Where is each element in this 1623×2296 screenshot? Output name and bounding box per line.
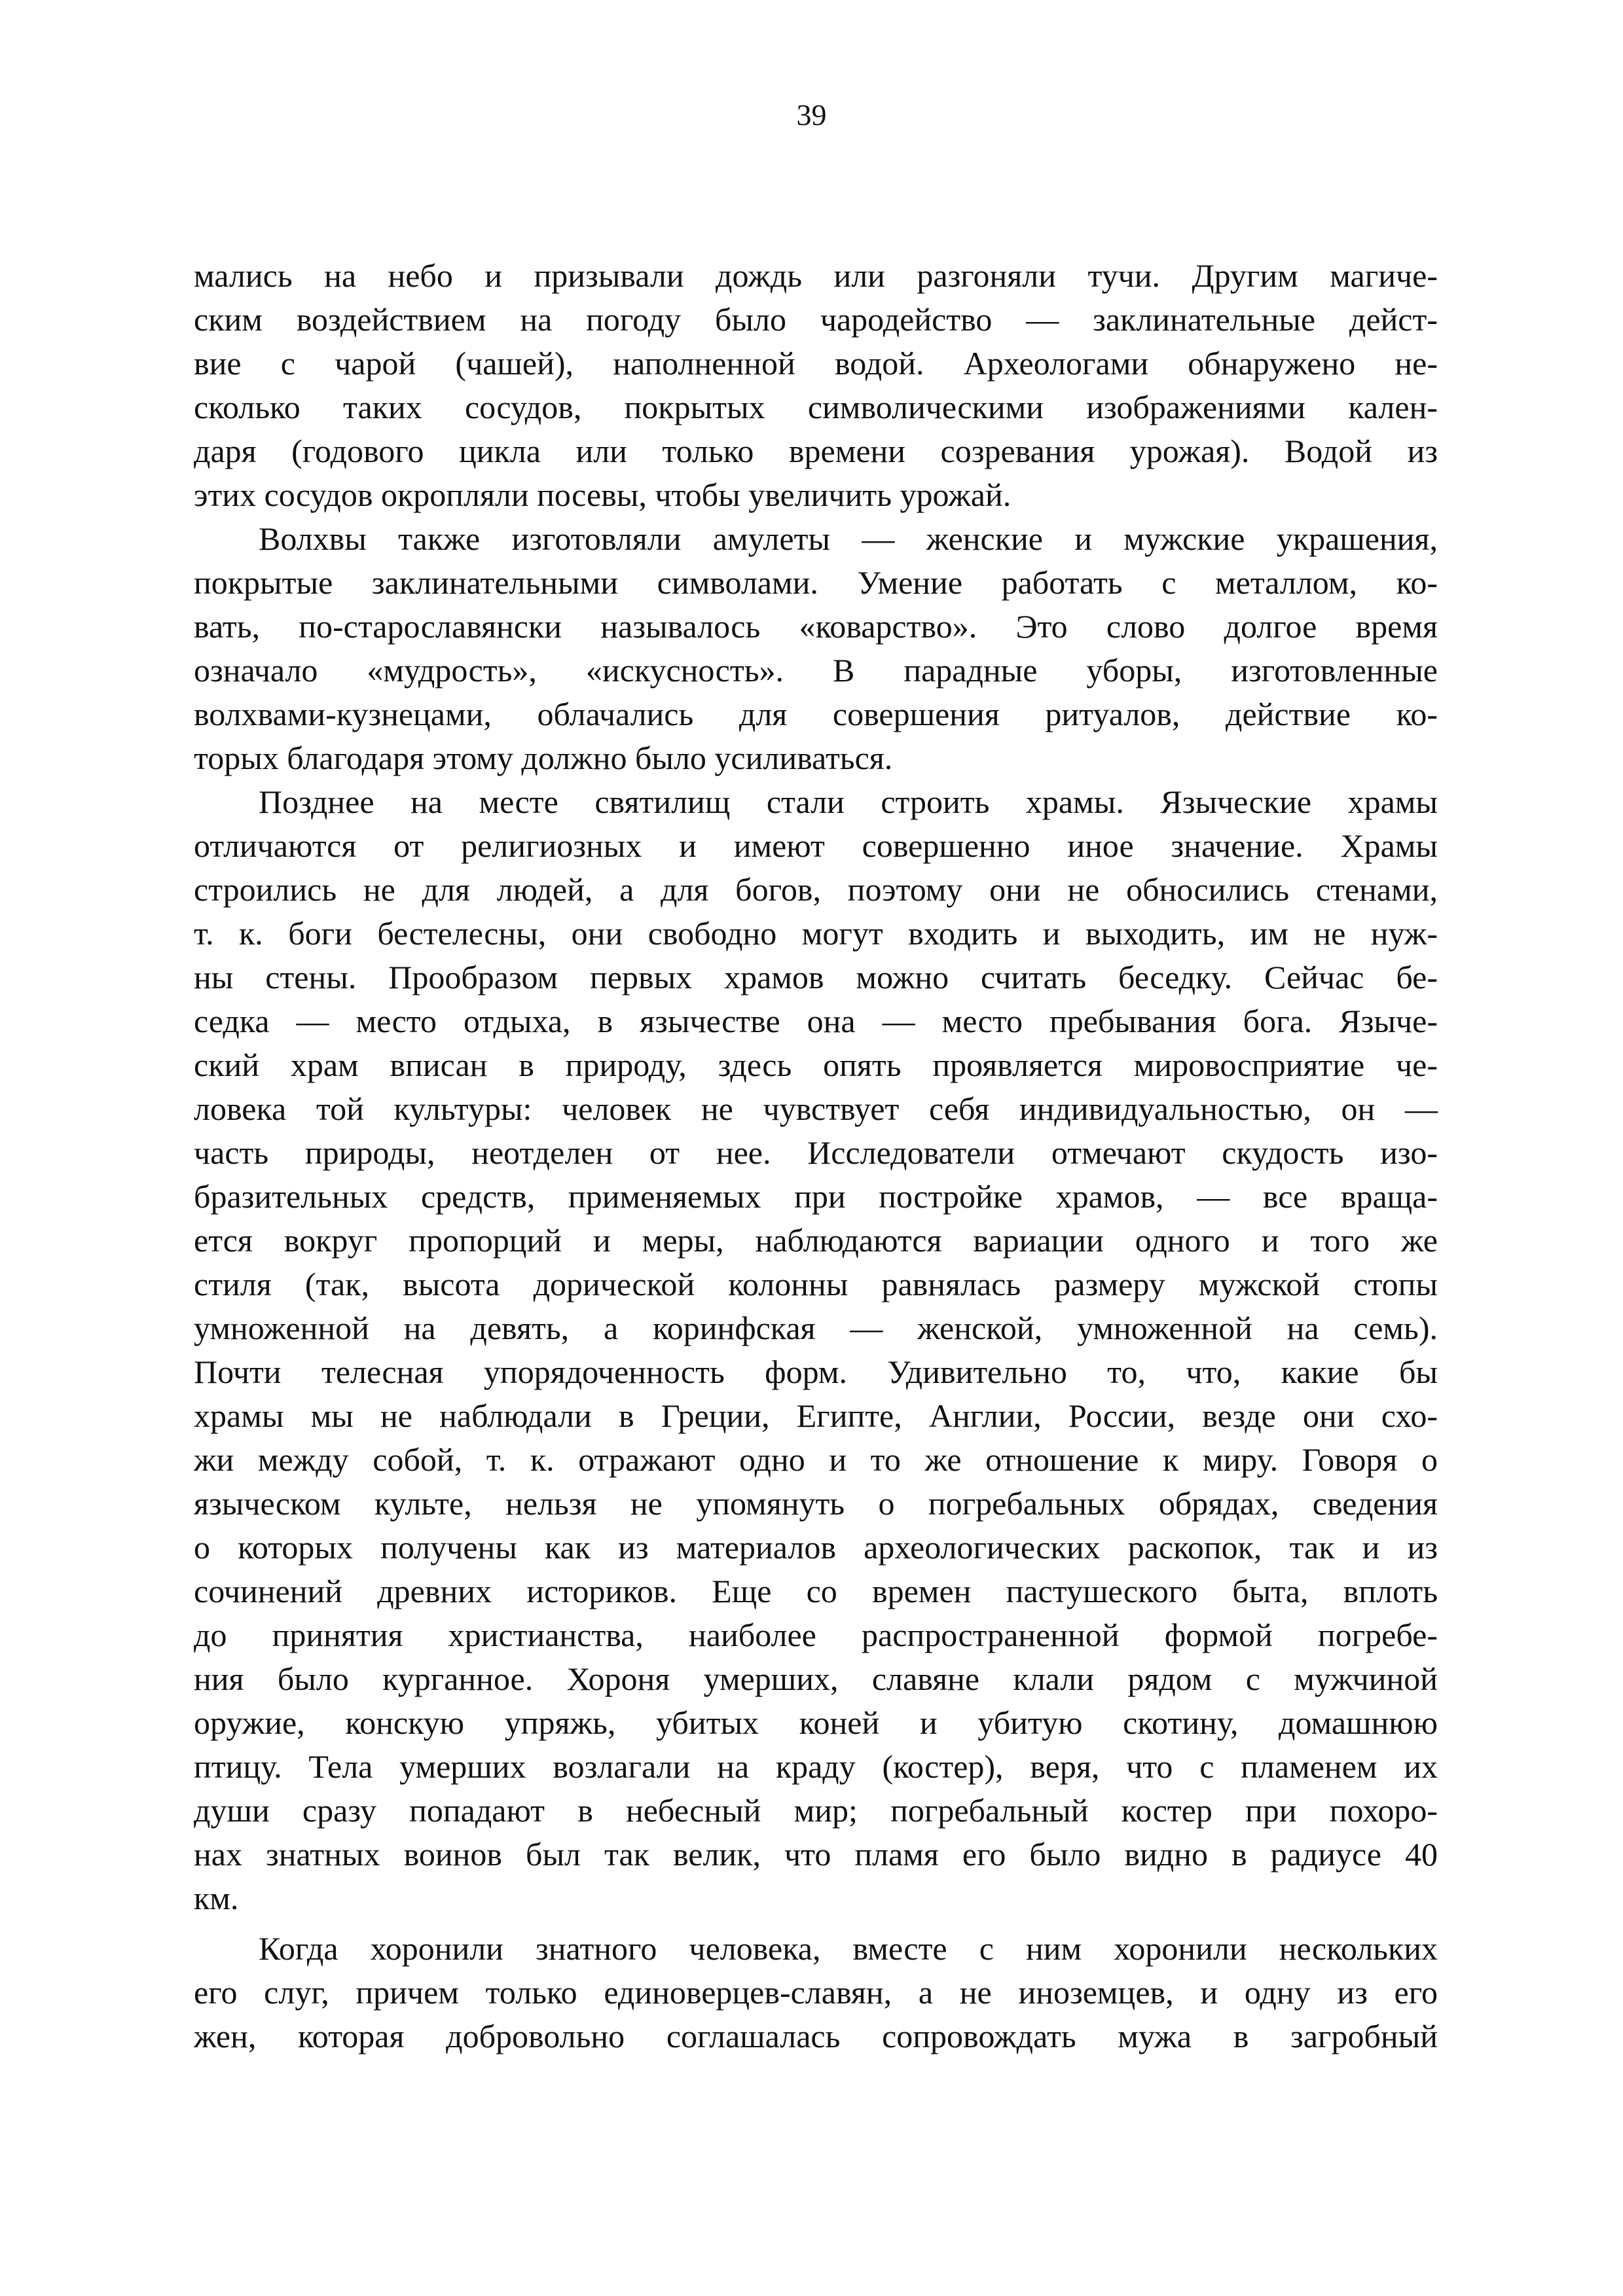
text-line: этих сосудов окропляли посевы, чтобы увеличить урожай.: [194, 476, 1012, 513]
text-line: оружие, конскую упряжь, убитых коней и убитую скотину, домашнюю: [194, 1704, 1438, 1741]
text-line: покрытые заклинательными символами. Умение работать с металлом, ко-: [194, 564, 1438, 601]
page-body: [194, 254, 1438, 2058]
text-line: км.: [194, 1880, 239, 1916]
text-line: даря (годового цикла или только времени созревания урожая). Водой из: [194, 433, 1438, 469]
text-line: седка — место отдыха, в язычестве она — место пребывания бога. Языче-: [194, 1003, 1438, 1039]
paragraph-1: [194, 254, 1438, 517]
text-line: умноженной на девять, а коринфская — женской, умноженной на семь).: [194, 1310, 1438, 1346]
text-line: сочинений древних историков. Еще со времен пастушеского быта, вплоть: [194, 1573, 1438, 1609]
text-line: языческом культе, нельзя не упомянуть о погребальных обрядах, сведения: [194, 1485, 1438, 1522]
text-line: ский храм вписан в природу, здесь опять проявляется мировосприятие че-: [194, 1047, 1438, 1083]
text-line: часть природы, неотделен от нее. Исследователи отмечают скудость изо-: [194, 1134, 1438, 1171]
text-line: ния было курганное. Хороня умерших, славяне клали рядом с мужчиной: [194, 1660, 1438, 1697]
text-line: птицу. Тела умерших возлагали на краду (костер), веря, что с пламенем их: [194, 1748, 1438, 1785]
text-line: мались на небо и призывали дождь или разгоняли тучи. Другим магиче-: [194, 257, 1438, 294]
text-line: Волхвы также изготовляли амулеты — женские и мужские украшения,: [259, 520, 1438, 557]
text-line: его слуг, причем только единоверцев-славян, а не иноземцев, и одну из его: [194, 1974, 1438, 2011]
text-line: ским воздействием на погоду было чародейство — заклинательные дейст-: [194, 301, 1438, 338]
text-line: торых благодаря этому должно было усиливаться.: [194, 740, 893, 776]
text-line: ны стены. Прообразом первых храмов можно считать беседку. Сейчас бе-: [194, 959, 1438, 996]
text-line: строились не для людей, а для богов, поэтому они не обносились стенами,: [194, 871, 1438, 908]
text-line: отличаются от религиозных и имеют совершенно иное значение. Храмы: [194, 827, 1438, 864]
text-line: нах знатных воинов был так велик, что пламя его было видно в радиусе 40: [194, 1836, 1438, 1873]
page-number: 39: [796, 98, 827, 132]
text-line: о которых получены как из материалов археологических раскопок, так и из: [194, 1529, 1438, 1566]
text-line: до принятия христианства, наиболее распространенной формой погребе-: [194, 1617, 1438, 1653]
text-line: т. к. боги бестелесны, они свободно могут входить и выходить, им не нуж-: [194, 915, 1438, 952]
text-line: волхвами-кузнецами, облачались для совершения ритуалов, действие ко-: [194, 696, 1438, 732]
text-line: бразительных средств, применяемых при постройке храмов, — все враща-: [194, 1178, 1438, 1215]
text-line: сколько таких сосудов, покрытых символическими изображениями кален-: [194, 389, 1438, 425]
text-line: Когда хоронили знатного человека, вместе с ним хоронили нескольких: [259, 1930, 1438, 1967]
text-line: стиля (так, высота дорической колонны равнялась размеру мужской стопы: [194, 1266, 1438, 1302]
text-line: жи между собой, т. к. отражают одно и то же отношение к миру. Говоря о: [194, 1441, 1438, 1478]
paragraph-3: [194, 780, 1438, 1920]
text-line: ется вокруг пропорций и меры, наблюдаются вариации одного и того же: [194, 1222, 1438, 1259]
text-line: Позднее на месте святилищ стали строить храмы. Языческие храмы: [259, 783, 1438, 820]
text-line: вие с чарой (чашей), наполненной водой. Археологами обнаружено не-: [194, 345, 1438, 382]
text-line: ловека той культуры: человек не чувствует себя индивидуальностью, он —: [194, 1090, 1438, 1127]
text-line: души сразу попадают в небесный мир; погребальный костер при похоро-: [194, 1792, 1438, 1829]
paragraph-2: [194, 517, 1438, 780]
text-line: храмы мы не наблюдали в Греции, Египте, Англии, России, везде они схо-: [194, 1397, 1438, 1434]
text-line: Почти телесная упорядоченность форм. Удивительно то, что, какие бы: [194, 1354, 1438, 1390]
paragraph-4: [194, 1927, 1438, 2058]
text-line: вать, по-старославянски называлось «коварство». Это слово долгое время: [194, 608, 1438, 645]
text-line: означало «мудрость», «искусность». В парадные уборы, изготовленные: [194, 652, 1438, 689]
text-line: жен, которая добровольно соглашалась сопровождать мужа в загробный: [194, 2018, 1438, 2054]
